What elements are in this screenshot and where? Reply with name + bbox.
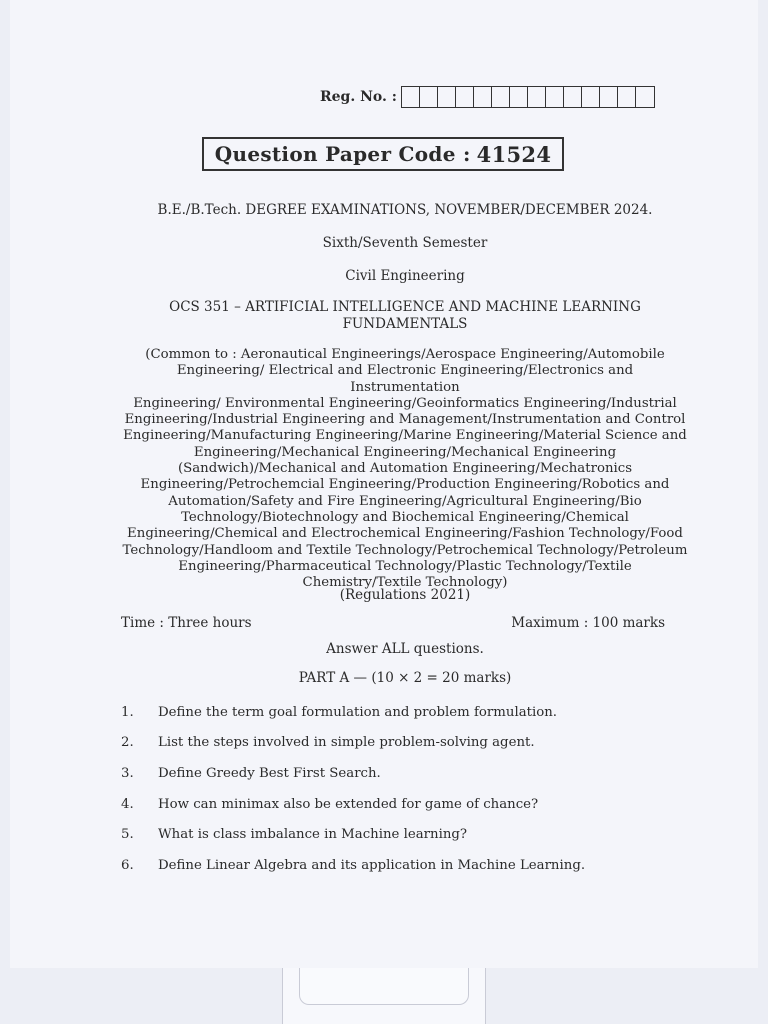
time-allowed: Time : Three hours xyxy=(121,615,252,631)
exam-title: B.E./B.Tech. DEGREE EXAMINATIONS, NOVEMBER/DECEMBER 2024. xyxy=(157,202,653,218)
reg-no-label: Reg. No. : xyxy=(320,89,397,105)
instruction: Answer ALL questions. xyxy=(326,641,484,657)
question-paper-code: 41524 xyxy=(476,141,552,167)
common-to-line: Engineering/Pharmaceutical Technology/Plastic Technology/Textile xyxy=(178,558,632,574)
question-item xyxy=(121,735,535,750)
reg-no-box xyxy=(564,87,582,107)
reg-no-box xyxy=(456,87,474,107)
part-a-heading: PART A — (10 × 2 = 20 marks) xyxy=(298,670,512,686)
common-to-list xyxy=(122,347,688,591)
question-number: 6. xyxy=(121,858,134,873)
question-text: How can minimax also be extended for game of chance? xyxy=(158,797,539,812)
question-number: 3. xyxy=(121,766,134,781)
common-to-line: Engineering/ Environmental Engineering/Geoinformatics Engineering/Industrial xyxy=(133,395,677,411)
question-item xyxy=(121,797,538,812)
common-to-line: (Common to : Aeronautical Engineerings/Aerospace Engineering/Automobile xyxy=(145,347,665,362)
reg-no-box xyxy=(618,87,636,107)
question-text: Define Greedy Best First Search. xyxy=(158,766,381,781)
reg-no-box xyxy=(402,87,420,107)
question-item xyxy=(121,705,557,720)
question-item xyxy=(121,766,381,781)
reg-no-box xyxy=(510,87,528,107)
common-to-line: Engineering/Industrial Engineering and Management/Instrumentation and Control xyxy=(124,412,686,428)
common-to-line: Engineering/Manufacturing Engineering/Marine Engineering/Material Science and xyxy=(123,428,687,444)
reg-no-box xyxy=(438,87,456,107)
scanner-binder-tab xyxy=(282,968,486,1024)
common-to-line: Chemistry/Textile Technology) xyxy=(302,575,508,591)
reg-no-box xyxy=(528,87,546,107)
course-title-line-2: FUNDAMENTALS xyxy=(342,316,468,332)
exam-paper xyxy=(10,0,758,968)
question-paper-code-label: Question Paper Code : xyxy=(214,142,471,166)
question-item xyxy=(121,858,585,873)
common-to-line: Engineering/Petrochemcial Engineering/Production Engineering/Robotics and xyxy=(140,477,670,493)
question-number: 2. xyxy=(121,735,134,750)
question-item xyxy=(121,827,467,842)
common-to-line: (Sandwich)/Mechanical and Automation Engineering/Mechatronics xyxy=(177,461,633,477)
question-number: 5. xyxy=(121,827,134,842)
question-number: 4. xyxy=(121,797,134,812)
question-text: List the steps involved in simple problem-solving agent. xyxy=(158,735,535,750)
reg-no-box xyxy=(600,87,618,107)
reg-no-box xyxy=(582,87,600,107)
reg-no-boxes xyxy=(401,86,655,108)
reg-no-box xyxy=(474,87,492,107)
common-to-line: Engineering/Mechanical Engineering/Mechanical Engineering xyxy=(193,444,617,460)
reg-no-box xyxy=(420,87,438,107)
regulations: (Regulations 2021) xyxy=(339,587,471,603)
reg-no-box xyxy=(636,87,654,107)
common-to-line: Engineering/Chemical and Electrochemical Engineering/Fashion Technology/Food xyxy=(127,526,683,542)
question-text: Define Linear Algebra and its application in Machine Learning. xyxy=(158,858,586,873)
question-text: What is class imbalance in Machine learning? xyxy=(158,827,468,842)
reg-no-box xyxy=(492,87,510,107)
show-through-text xyxy=(138,66,142,79)
common-to-line: Technology/Handloom and Textile Technology/Petrochemical Technology/Petroleum xyxy=(122,542,688,558)
reg-no-box xyxy=(546,87,564,107)
common-to-line: Automation/Safety and Fire Engineering/Agricultural Engineering/Bio xyxy=(168,493,642,509)
tab-cutout xyxy=(299,968,469,1005)
semester: Sixth/Seventh Semester xyxy=(322,235,488,251)
common-to-line: Engineering/ Electrical and Electronic Engineering/Electronics and Instrumentation xyxy=(176,363,634,395)
course-title-line-1: OCS 351 – ARTIFICIAL INTELLIGENCE AND MACHINE LEARNING xyxy=(169,299,641,315)
maximum-marks: Maximum : 100 marks xyxy=(511,615,665,631)
reg-no-field xyxy=(320,86,655,108)
question-number: 1. xyxy=(121,705,134,720)
common-to-line: Technology/Biotechnology and Biochemical Engineering/Chemical xyxy=(181,509,629,525)
department: Civil Engineering xyxy=(345,268,465,284)
question-paper-code-box xyxy=(202,137,564,171)
question-text: Define the term goal formulation and problem formulation. xyxy=(158,705,558,720)
